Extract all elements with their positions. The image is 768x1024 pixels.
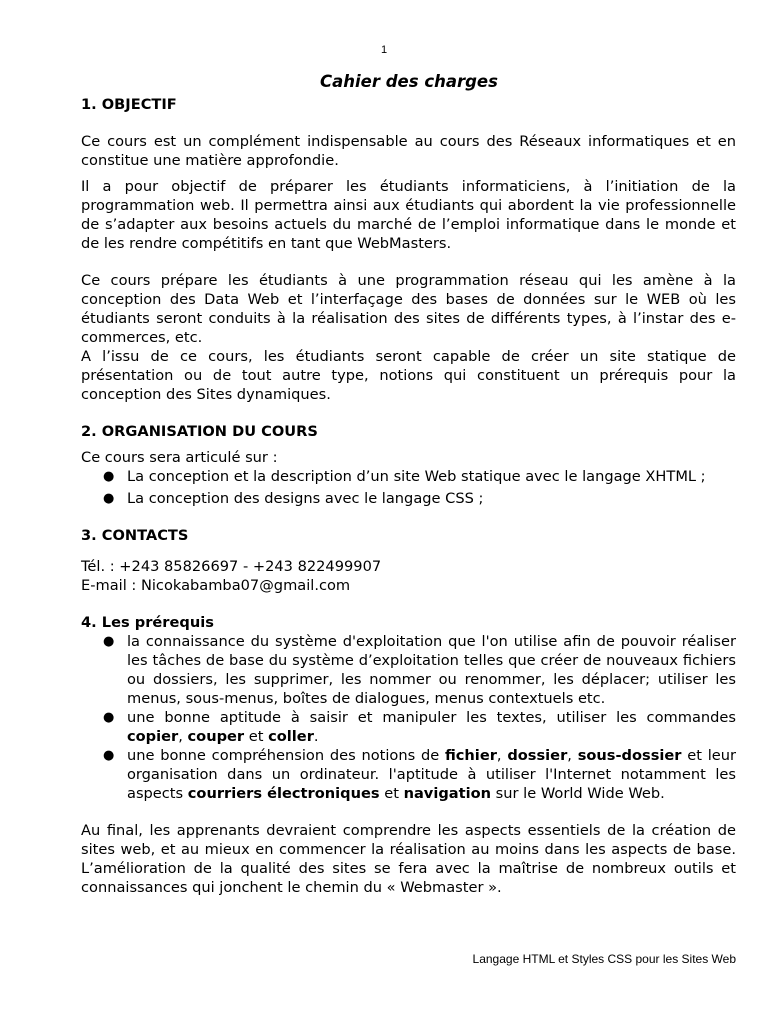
bold-term: courriers électroniques — [187, 785, 380, 802]
document-title: Cahier des charges — [320, 72, 498, 91]
bullet-icon: ● — [103, 748, 115, 763]
section-heading-prerequis: 4. Les prérequis — [81, 614, 214, 631]
bullet-icon: ● — [103, 469, 115, 484]
list-item — [81, 746, 736, 803]
organisation-list — [81, 467, 736, 508]
prerequis-list — [81, 632, 736, 803]
section-heading-objectif: 1. OBJECTIF — [81, 96, 177, 113]
objectif-paragraph-1: Ce cours est un complément indispensable au cours des Réseaux informatiques et en constitue une matière approfondie. — [81, 133, 736, 169]
bold-term: fichier — [444, 747, 497, 764]
bold-term: coller — [268, 728, 314, 745]
bold-term: couper — [187, 728, 245, 745]
organisation-intro: Ce cours sera articulé sur : — [81, 449, 278, 466]
list-item-text: La conception des designs avec le langage CSS ; — [127, 490, 484, 507]
list-item — [81, 632, 736, 708]
bold-term: dossier — [507, 747, 568, 764]
conclusion-paragraph: Au final, les apprenants devraient comprendre les aspects essentiels de la création de sites web, et au mieux en commencer la réalisation au moins dans les aspects de base. L’amélioration de la qualité des sites se fera avec la maîtrise de nombreux outils et connaissances qui jonchent le chemin du « Webmaster ». — [81, 822, 736, 896]
list-item — [81, 708, 736, 746]
bullet-icon: ● — [103, 634, 115, 649]
bullet-icon: ● — [103, 710, 115, 725]
bold-term: copier — [127, 728, 179, 745]
list-item — [81, 489, 736, 508]
bullet-icon: ● — [103, 491, 115, 506]
list-item-text: une bonne aptitude à saisir et manipuler les textes, utiliser les commandes copier, couper et coller. — [127, 709, 736, 745]
objectif-paragraph-3: Ce cours prépare les étudiants à une programmation réseau qui les amène à la conception des Data Web et l’interfaçage des bases de données sur le WEB où les étudiants seront conduits à la réalisation des sites de différents types, à l’instar des e-commerces, etc. — [81, 272, 736, 346]
page-number: 1 — [380, 44, 388, 56]
page-footer: Langage HTML et Styles CSS pour les Sites Web — [472, 952, 736, 966]
list-item-text: une bonne compréhension des notions de fichier, dossier, sous-dossier et leur organisation dans un ordinateur. l'aptitude à utiliser l'Internet notamment les aspects courriers électroniques et navigation sur le World Wide Web. — [127, 747, 736, 802]
contact-email: E-mail : Nicokabamba07@gmail.com — [81, 577, 351, 594]
bold-term: navigation — [403, 785, 492, 802]
objectif-paragraph-2: Il a pour objectif de préparer les étudiants informaticiens, à l’initiation de la programmation web. Il permettra ainsi aux étudiants qui abordent la vie professionnelle de s’adapter aux besoins actuels du marché de l’emploi informatique dans le monde et de les rendre compétitifs en tant que WebMasters. — [81, 178, 736, 252]
section-heading-organisation: 2. ORGANISATION DU COURS — [81, 423, 318, 440]
bold-term: sous-dossier — [577, 747, 682, 764]
contact-phone: Tél. : +243 85826697 - +243 822499907 — [81, 558, 382, 575]
section-heading-contacts: 3. CONTACTS — [81, 527, 189, 544]
list-item — [81, 467, 736, 486]
document-body — [81, 95, 736, 897]
list-item-text: la connaissance du système d'exploitation que l'on utilise afin de pouvoir réaliser les tâches de base du système d’exploitation telles que créer de nouveaux fichiers ou dossiers, les supprimer, les nommer ou renommer, les déplacer; utiliser les menus, sous-menus, boîtes de dialogues, menus contextuels etc. — [127, 633, 736, 707]
objectif-paragraph-4: A l’issu de ce cours, les étudiants seront capable de créer un site statique de présentation ou de tout autre type, notions qui constituent un prérequis pour la conception des Sites dynamiques. — [81, 348, 736, 403]
list-item-text: La conception et la description d’un site Web statique avec le langage XHTML ; — [127, 468, 706, 485]
